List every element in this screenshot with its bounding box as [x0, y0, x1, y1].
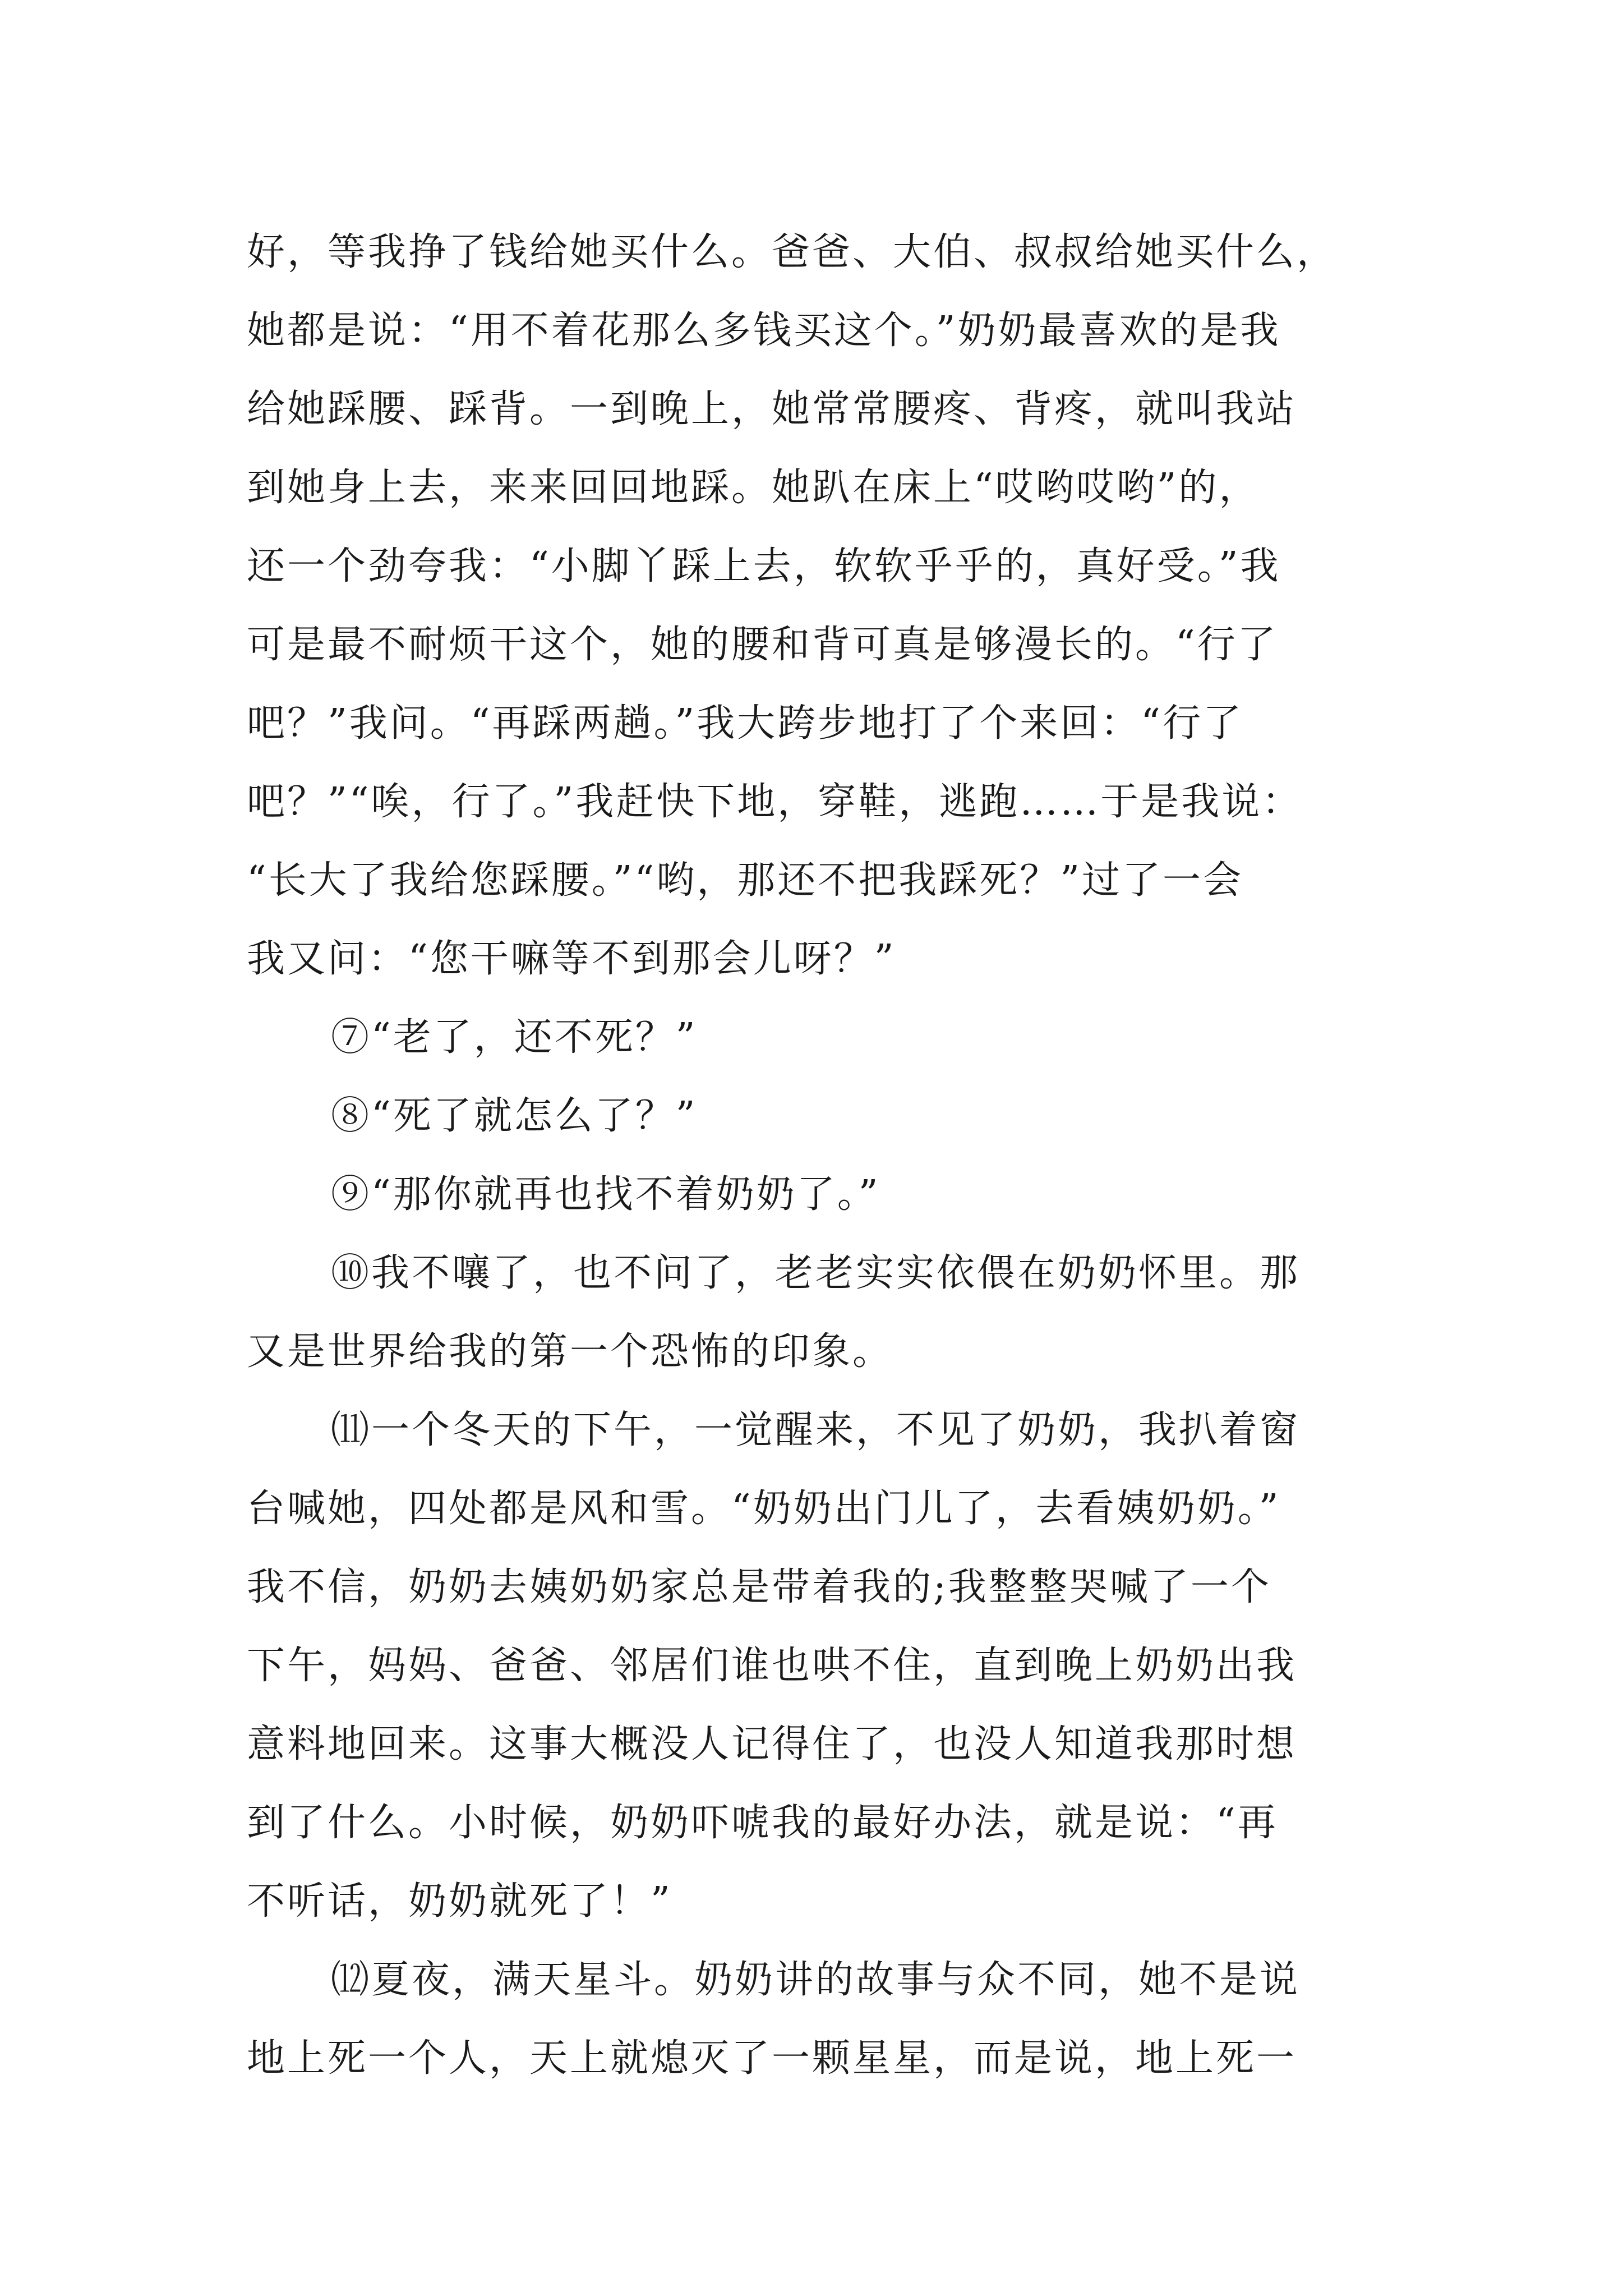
text-line: 意料地回来。这事大概没人记得住了，也没人知道我那时想 — [247, 1722, 1297, 1766]
paragraph-12: ⑿夏夜，满天星斗。奶奶讲的故事与众不同，她不是说 — [331, 1958, 1301, 2002]
text-line: 到了什么。小时候，奶奶吓唬我的最好办法，就是说：“再 — [247, 1801, 1278, 1845]
text-line: 地上死一个人，天上就熄灭了一颗星星，而是说，地上死一 — [247, 2036, 1297, 2081]
text-line: 吧？”“唉，行了。”我赶快下地，穿鞋，逃跑……于是我说： — [247, 780, 1303, 824]
text-line: “长大了我给您踩腰。”“哟，那还不把我踩死？”过了一会 — [247, 858, 1244, 903]
text-line: 又是世界给我的第一个恐怖的印象。 — [247, 1329, 893, 1374]
paragraph-11: ⑾一个冬天的下午，一觉醒来，不见了奶奶，我扒着窗 — [331, 1408, 1301, 1452]
text-line: 吧？”我问。“再踩两趟。”我大跨步地打了个来回：“行了 — [247, 701, 1244, 746]
body-text — [247, 213, 1436, 2098]
text-line: 好，等我挣了钱给她买什么。爸爸、大伯、叔叔给她买什么， — [247, 230, 1338, 274]
text-line: 到她身上去，来来回回地踩。她趴在床上“哎哟哎哟”的， — [247, 466, 1260, 510]
text-line: 台喊她，四处都是风和雪。“奶奶出门儿了，去看姨奶奶。” — [247, 1487, 1281, 1531]
paragraph-7: ⑦“老了，还不死？” — [331, 1015, 698, 1060]
text-line: 还一个劲夸我：“小脚丫踩上去，软软乎乎的，真好受。”我 — [247, 544, 1281, 588]
text-line: 给她踩腰、踩背。一到晚上，她常常腰疼、背疼，就叫我站 — [247, 387, 1297, 431]
text-line: 可是最不耐烦干这个，她的腰和背可真是够漫长的。“行了 — [247, 623, 1278, 667]
text-line: 我又问：“您干嘛等不到那会儿呀？” — [247, 937, 896, 981]
paragraph-8: ⑧“死了就怎么了？” — [331, 1094, 698, 1138]
text-line: 下午，妈妈、爸爸、邻居们谁也哄不住，直到晚上奶奶出我 — [247, 1644, 1297, 1688]
text-line: 她都是说：“用不着花那么多钱买这个。”奶奶最喜欢的是我 — [247, 309, 1281, 353]
paragraph-9: ⑨“那你就再也找不着奶奶了。” — [331, 1172, 880, 1217]
text-line: 不听话，奶奶就死了！” — [247, 1879, 672, 1924]
paragraph-10: ⑩我不嚷了，也不问了，老老实实依偎在奶奶怀里。那 — [331, 1251, 1301, 1295]
text-line: 我不信，奶奶去姨奶奶家总是带着我的;我整整哭喊了一个 — [247, 1565, 1271, 1609]
